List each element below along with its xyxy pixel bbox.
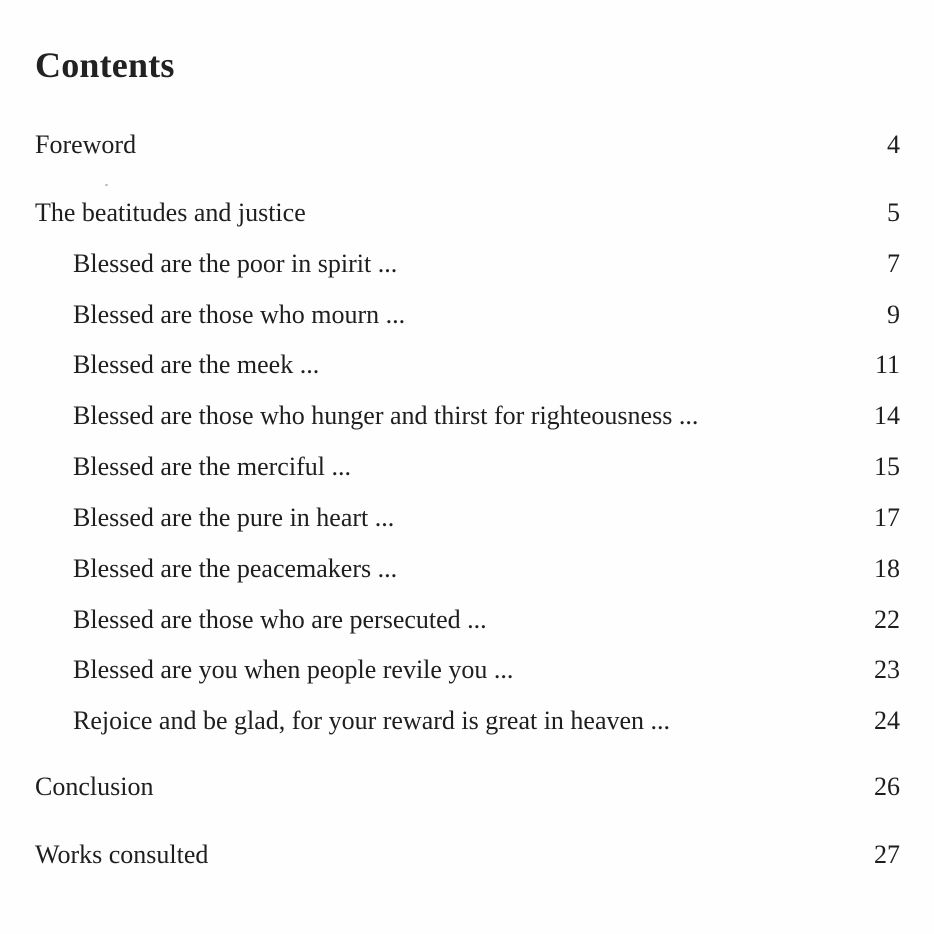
toc-entry-foreword[interactable] [0, 128, 934, 162]
toc-entry-label: Blessed are those who are persecuted ... [73, 605, 487, 634]
scan-speck [105, 184, 108, 186]
toc-entry-the-meek[interactable] [0, 348, 934, 382]
toc-entry-label: Works consulted [35, 840, 209, 869]
toc-entry-rejoice-and-be-glad[interactable] [0, 704, 934, 738]
toc-entry-beatitudes-and-justice[interactable] [0, 196, 934, 230]
toc-entry-label: Blessed are the meek ... [73, 350, 320, 379]
toc-entry-page-number: 23 [874, 655, 900, 684]
toc-entry-label: The beatitudes and justice [35, 198, 306, 227]
toc-entry-those-who-mourn[interactable] [0, 298, 934, 332]
toc-entry-page-number: 14 [874, 401, 900, 430]
toc-entry-label: Blessed are the pure in heart ... [73, 503, 395, 532]
toc-entry-page-number: 17 [874, 503, 900, 532]
toc-entry-label: Conclusion [35, 772, 154, 801]
toc-entry-label: Blessed are the peacemakers ... [73, 554, 398, 583]
toc-entry-page-number: 26 [874, 772, 900, 801]
toc-entry-pure-in-heart[interactable] [0, 501, 934, 535]
toc-entry-page-number: 15 [874, 452, 900, 481]
toc-entry-the-merciful[interactable] [0, 450, 934, 484]
toc-entry-the-persecuted[interactable] [0, 603, 934, 637]
toc-entry-page-number: 27 [874, 840, 900, 869]
toc-entry-page-number: 7 [887, 249, 900, 278]
toc-entry-conclusion[interactable] [0, 770, 934, 804]
toc-entry-label: Blessed are you when people revile you ... [73, 655, 514, 684]
toc-entry-page-number: 24 [874, 706, 900, 735]
toc-entry-people-revile-you[interactable] [0, 653, 934, 687]
toc-entry-label: Rejoice and be glad, for your reward is great in heaven ... [73, 706, 671, 735]
toc-entry-page-number: 4 [887, 130, 900, 159]
toc-entry-page-number: 22 [874, 605, 900, 634]
toc-entry-label: Blessed are the merciful ... [73, 452, 351, 481]
toc-entry-page-number: 5 [887, 198, 900, 227]
page-title: Contents [35, 45, 175, 85]
toc-entry-label: Blessed are those who hunger and thirst for righteousness ... [73, 401, 699, 430]
toc-entry-works-consulted[interactable] [0, 838, 934, 872]
toc-entry-poor-in-spirit[interactable] [0, 247, 934, 281]
toc-entry-label: Blessed are those who mourn ... [73, 300, 406, 329]
toc-entry-hunger-and-thirst[interactable] [0, 399, 934, 433]
toc-entry-label: Blessed are the poor in spirit ... [73, 249, 398, 278]
toc-entry-page-number: 9 [887, 300, 900, 329]
toc-entry-page-number: 11 [874, 350, 900, 379]
toc-entry-label: Foreword [35, 130, 137, 159]
toc-entry-the-peacemakers[interactable] [0, 552, 934, 586]
toc-entry-page-number: 18 [874, 554, 900, 583]
